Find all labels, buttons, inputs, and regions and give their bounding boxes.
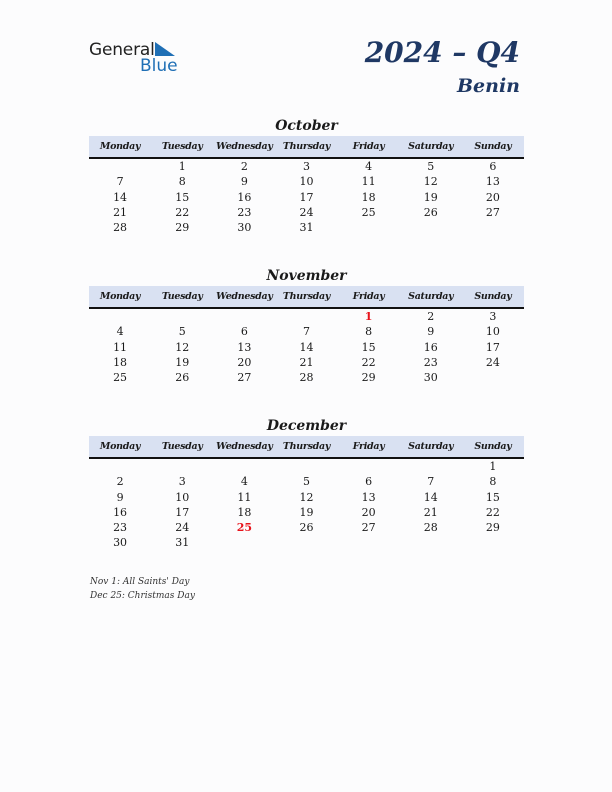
- day-cell: 17: [485, 340, 500, 354]
- empty-day-cell: [151, 459, 213, 474]
- generalblue-logo: [89, 40, 189, 76]
- empty-day-cell: [338, 220, 400, 235]
- weekday-header: Tuesday: [161, 441, 203, 452]
- weekday-header: Sunday: [474, 291, 512, 302]
- day-cell: 26: [175, 371, 190, 385]
- day-cell: 24: [485, 355, 500, 369]
- day-cell: 9: [427, 325, 435, 339]
- weekday-header: Thursday: [282, 441, 331, 452]
- empty-day-cell: [151, 309, 213, 324]
- logo-flag-icon: [155, 42, 175, 56]
- week-row: [89, 190, 524, 205]
- day-cell: 28: [299, 371, 314, 385]
- empty-day-cell: [338, 535, 400, 550]
- empty-day-cell: [400, 459, 462, 474]
- weekday-header: Sunday: [474, 441, 512, 452]
- day-cell: 23: [237, 205, 252, 219]
- weekday-header: Thursday: [282, 141, 331, 152]
- day-cell: 4: [365, 160, 373, 173]
- empty-day-cell: [462, 535, 524, 550]
- day-cell: 27: [485, 205, 500, 219]
- day-cell: 13: [485, 175, 500, 189]
- weekday-header: Friday: [352, 291, 385, 302]
- day-cell: 22: [361, 355, 376, 369]
- weekday-header: Wednesday: [216, 441, 273, 452]
- day-cell: 29: [175, 221, 190, 235]
- weekday-header: Saturday: [408, 441, 454, 452]
- day-cell: 7: [302, 325, 310, 339]
- day-cell: 17: [175, 505, 190, 519]
- day-cell: 22: [485, 505, 500, 519]
- day-cell: 2: [427, 310, 435, 323]
- day-cell: 21: [299, 355, 314, 369]
- month-december: [89, 416, 524, 551]
- day-cell: 11: [113, 340, 128, 354]
- week-row: [89, 324, 524, 339]
- month-name: December: [266, 418, 347, 434]
- day-cell: 3: [489, 310, 497, 323]
- empty-day-cell: [275, 309, 337, 324]
- weekday-header: Monday: [99, 441, 141, 452]
- day-cell: 10: [175, 490, 190, 504]
- week-row: [89, 174, 524, 189]
- day-cell: 23: [423, 355, 438, 369]
- day-cell: 13: [237, 340, 252, 354]
- empty-day-cell: [400, 535, 462, 550]
- day-cell: 31: [175, 536, 190, 550]
- empty-day-cell: [89, 159, 151, 174]
- day-cell: 3: [178, 475, 186, 489]
- day-cell: 20: [237, 355, 252, 369]
- week-row: [89, 535, 524, 550]
- week-row: [89, 159, 524, 174]
- day-cell: 8: [365, 325, 373, 339]
- country-name: Benin: [457, 75, 520, 97]
- empty-day-cell: [275, 535, 337, 550]
- day-cell: 2: [240, 160, 248, 173]
- day-cell: 21: [113, 205, 128, 219]
- month-november: [89, 266, 524, 385]
- day-cell: 18: [361, 190, 376, 204]
- day-cell: 1: [178, 160, 186, 173]
- day-cell: 12: [423, 175, 438, 189]
- week-row: [89, 505, 524, 520]
- month-name: October: [275, 118, 338, 134]
- weekday-header: Tuesday: [161, 291, 203, 302]
- weekday-header: Monday: [99, 291, 141, 302]
- day-cell: 4: [116, 325, 124, 339]
- day-cell: 17: [299, 190, 314, 204]
- day-cell: 18: [113, 355, 128, 369]
- page-title: 2024 – Q4: [364, 36, 520, 69]
- weekday-header: Wednesday: [216, 141, 273, 152]
- day-cell: 2: [116, 475, 124, 489]
- empty-day-cell: [89, 459, 151, 474]
- day-cell: 11: [361, 175, 376, 189]
- holiday-note: Nov 1: All Saints' Day: [90, 577, 190, 587]
- day-cell: 28: [423, 521, 438, 535]
- day-cell: 13: [361, 490, 376, 504]
- day-cell: 31: [299, 221, 314, 235]
- weekday-header-row: [89, 286, 524, 309]
- weekday-header: Friday: [352, 441, 385, 452]
- day-cell: 26: [299, 521, 314, 535]
- week-row: [89, 520, 524, 535]
- weekday-header: Tuesday: [161, 141, 203, 152]
- holiday-note: Dec 25: Christmas Day: [90, 590, 195, 601]
- empty-day-cell: [462, 370, 524, 385]
- day-cell: 7: [427, 475, 435, 489]
- day-cell: 28: [113, 221, 128, 235]
- day-cell: 5: [427, 160, 435, 173]
- day-cell: 14: [113, 190, 128, 204]
- day-cell: 9: [116, 490, 124, 504]
- day-cell: 14: [423, 490, 438, 504]
- empty-day-cell: [400, 220, 462, 235]
- day-cell: 8: [178, 175, 186, 189]
- day-cell: 5: [302, 475, 310, 489]
- day-cell: 10: [299, 175, 314, 189]
- empty-day-cell: [338, 459, 400, 474]
- empty-day-cell: [213, 535, 275, 550]
- day-cell: 22: [175, 205, 190, 219]
- day-cell: 21: [423, 505, 438, 519]
- day-cell: 8: [489, 475, 497, 489]
- day-cell: 16: [113, 505, 128, 519]
- week-row: [89, 370, 524, 385]
- day-cell: 16: [423, 340, 438, 354]
- day-cell: 27: [361, 521, 376, 535]
- day-cell: 5: [178, 325, 186, 339]
- week-row: [89, 309, 524, 324]
- weekday-header: Saturday: [408, 291, 454, 302]
- day-cell: 24: [299, 205, 314, 219]
- week-row: [89, 205, 524, 220]
- day-cell: 15: [361, 340, 376, 354]
- day-cell: 20: [361, 505, 376, 519]
- day-cell: 16: [237, 190, 252, 204]
- day-cell: 11: [237, 490, 252, 504]
- day-cell: 30: [423, 371, 438, 385]
- week-row: [89, 490, 524, 505]
- week-row: [89, 355, 524, 370]
- holiday-notes: [90, 576, 195, 603]
- day-cell: 23: [113, 521, 128, 535]
- month-october: [89, 116, 524, 235]
- day-cell: 12: [299, 490, 314, 504]
- weekday-header-row: [89, 436, 524, 459]
- weekday-header: Monday: [99, 141, 141, 152]
- day-cell: 19: [175, 355, 190, 369]
- day-cell: 4: [240, 475, 248, 489]
- weekday-header: Friday: [352, 141, 385, 152]
- day-cell: 30: [113, 536, 128, 550]
- day-cell: 26: [423, 205, 438, 219]
- day-cell: 19: [299, 505, 314, 519]
- day-cell: 29: [485, 521, 500, 535]
- empty-day-cell: [213, 309, 275, 324]
- day-cell: 1: [489, 460, 497, 473]
- day-cell: 19: [423, 190, 438, 204]
- logo-text-blue: Blue: [140, 56, 178, 76]
- month-name: November: [266, 268, 347, 284]
- day-cell: 7: [116, 175, 124, 189]
- day-cell: 12: [175, 340, 190, 354]
- weekday-header: Saturday: [408, 141, 454, 152]
- weekday-header: Thursday: [282, 291, 331, 302]
- empty-day-cell: [462, 220, 524, 235]
- day-cell: 18: [237, 505, 252, 519]
- weekday-header: Sunday: [474, 141, 512, 152]
- day-cell: 3: [302, 160, 310, 173]
- week-row: [89, 459, 524, 474]
- day-cell: 6: [365, 475, 373, 489]
- empty-day-cell: [89, 309, 151, 324]
- empty-day-cell: [213, 459, 275, 474]
- page-header: [365, 36, 520, 97]
- day-cell: 27: [237, 371, 252, 385]
- week-row: [89, 220, 524, 235]
- week-row: [89, 474, 524, 489]
- day-cell: 14: [299, 340, 314, 354]
- day-cell: 6: [240, 325, 248, 339]
- holiday-day-cell: 25: [236, 521, 252, 535]
- day-cell: 20: [485, 190, 500, 204]
- weekday-header: Wednesday: [216, 291, 273, 302]
- weekday-header-row: [89, 136, 524, 159]
- empty-day-cell: [275, 459, 337, 474]
- day-cell: 30: [237, 221, 252, 235]
- week-row: [89, 340, 524, 355]
- day-cell: 9: [240, 175, 248, 189]
- day-cell: 24: [175, 521, 190, 535]
- holiday-day-cell: 1: [364, 310, 373, 323]
- day-cell: 29: [361, 371, 376, 385]
- day-cell: 25: [113, 371, 128, 385]
- day-cell: 15: [485, 490, 500, 504]
- day-cell: 6: [489, 160, 497, 173]
- day-cell: 25: [361, 205, 376, 219]
- day-cell: 10: [485, 325, 500, 339]
- day-cell: 15: [175, 190, 190, 204]
- logo-text-general: General: [89, 40, 155, 60]
